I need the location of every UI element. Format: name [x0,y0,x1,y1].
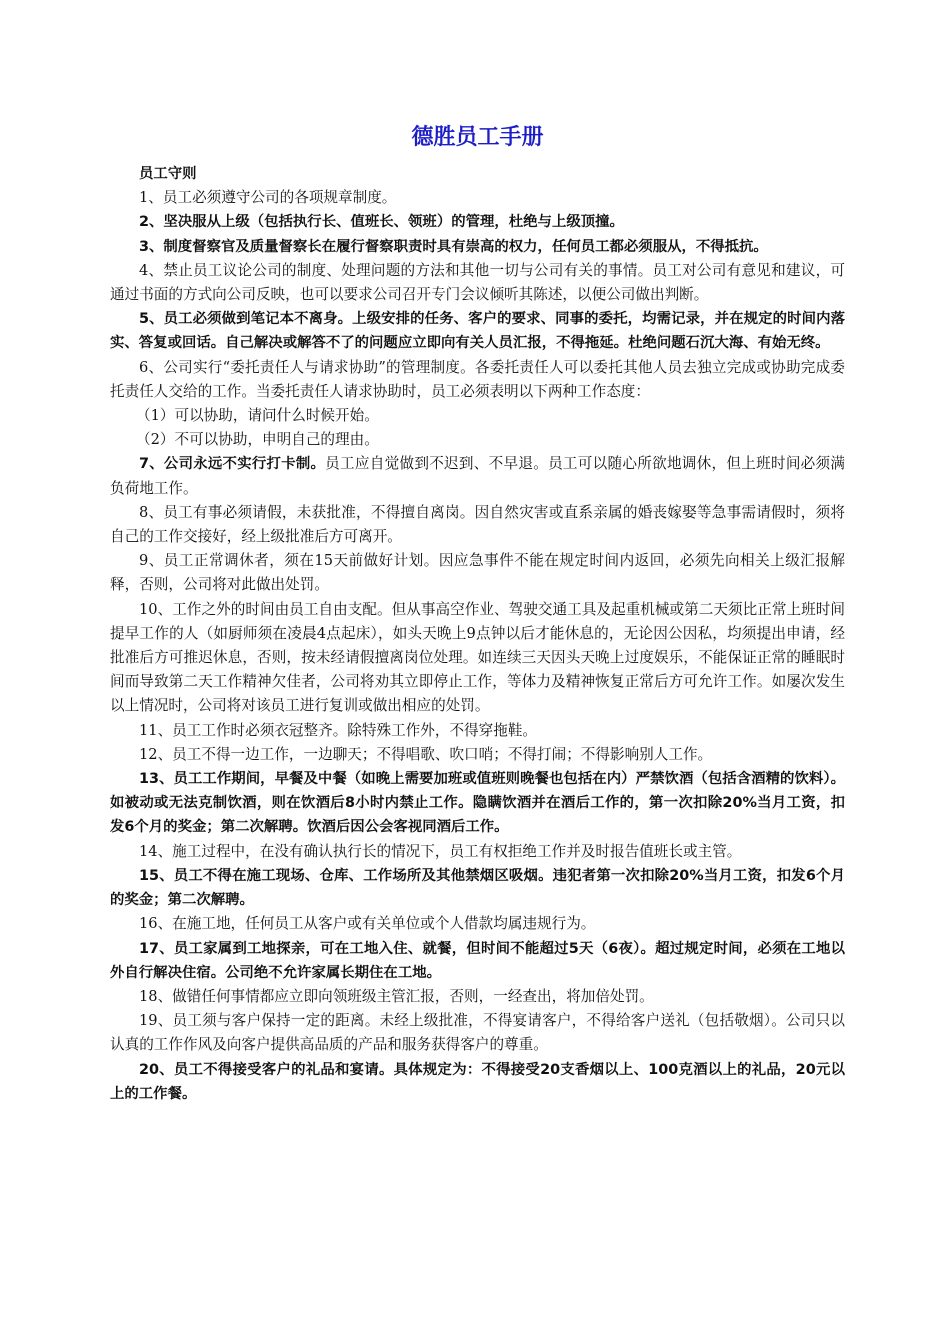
rule-12: 12、员工不得一边工作，一边聊天；不得唱歌、吹口哨；不得打闹；不得影响别人工作。 [139,745,713,763]
rule-16: 16、在施工地，任何员工从客户或有关单位或个人借款均属违规行为。 [139,915,596,933]
rule-19: 19、员工须与客户保持一定的距离。未经上级批准，不得宴请客户，不得给客户送礼（包括敬烟）。公司只以认真的工作作风及向客户提供高品质的产品和服务获得客户的尊重。 [110,1012,845,1054]
section-heading: 员工守则 [139,166,197,182]
rule-7-text: 员工应自觉做到不迟到、不早退。员工可以随心所欲地调休，但上班时间必须满负荷地工作。 [110,455,845,497]
document-body [110,162,845,1106]
rule-9: 9、员工正常调休者，须在15天前做好计划。因应急事件不能在规定时间内返回，必须先向相关上级汇报解释，否则，公司将对此做出处罚。 [110,552,845,594]
rule-6: 6、公司实行“委托责任人与请求协助”的管理制度。各委托责任人可以委托其他人员去独立完成或协助完成委托责任人交给的工作。当委托责任人请求协助时，员工必须表明以下两种工作态度： [110,358,845,400]
rule-5: 5、员工必须做到笔记本不离身。上级安排的任务、客户的要求、同事的委托，均需记录，并在规定的时间内落实、答复或回话。自己解决或解答不了的问题应立即向有关人员汇报，不得拖延。杜绝问题石沉大海、有始无终。 [110,311,845,352]
rule-6-option-2: （2）不可以协助，申明自己的理由。 [136,431,379,449]
rule-10: 10、工作之外的时间由员工自由支配。但从事高空作业、驾驶交通工具及起重机械或第二天须比正常上班时间提早工作的人（如厨师须在凌晨4点起床），如头天晚上9点钟以后才能休息的，无论因公因私，均须提出申请，经批准后方可推迟休息，否则，按未经请假擅离岗位处理。如连续三天因头天晚上过度娱乐，不能保证正常的睡眠时间而导致第二天工作精神欠佳者，公司将劝其立即停止工作，等体力及精神恢复正常后方可允许工作。如屡次发生以上情况时，公司将对该员工进行复训或做出相应的处罚。 [110,600,845,715]
rule-20: 20、员工不得接受客户的礼品和宴请。具体规定为：不得接受20支香烟以上、100克酒以上的礼品，20元以上的工作餐。 [110,1061,845,1102]
rule-17: 17、员工家属到工地探亲，可在工地入住、就餐，但时间不能超过5天（6夜）。超过规定时间，必须在工地以外自行解决住宿。公司绝不允许家属长期住在工地。 [110,940,845,981]
rule-11: 11、员工工作时必须衣冠整齐。除特殊工作外，不得穿拖鞋。 [139,721,538,739]
rule-3: 3、制度督察官及质量督察长在履行督察职责时具有崇高的权力，任何员工都必须服从，不得抵抗。 [139,238,768,255]
rule-15: 15、员工不得在施工现场、仓库、工作场所及其他禁烟区吸烟。违犯者第一次扣除20%当月工资，扣发6个月的奖金；第二次解聘。 [110,867,845,909]
rule-18: 18、做错任何事情都应立即向领班级主管汇报，否则，一经查出，将加倍处罚。 [139,987,654,1005]
rule-2: 2、坚决服从上级（包括执行长、值班长、领班）的管理，杜绝与上级顶撞。 [139,214,624,231]
document-title: 德胜员工手册 [411,125,544,150]
rule-1: 1、员工必须遵守公司的各项规章制度。 [139,189,397,207]
rule-7-bold: 7、公司永远不实行打卡制。 [139,456,326,473]
rule-13: 13、员工工作期间，早餐及中餐（如晚上需要加班或值班则晚餐也包括在内）严禁饮酒（包括含酒精的饮料）。如被动或无法克制饮酒，则在饮酒后8小时内禁止工作。隐瞒饮酒并在酒后工作的，第一次扣除20%当月工资，扣发6个月的奖金；第二次解聘。饮酒后因公会客视同酒后工作。 [110,771,845,836]
rule-8: 8、员工有事必须请假，未获批准，不得擅自离岗。因自然灾害或直系亲属的婚丧嫁娶等急事需请假时，须将自己的工作交接好，经上级批准后方可离开。 [110,503,845,546]
rule-4: 4、禁止员工议论公司的制度、处理问题的方法和其他一切与公司有关的事情。员工对公司有意见和建议，可通过书面的方式向公司反映，也可以要求公司召开专门会议倾听其陈述，以便公司做出判断。 [110,261,845,304]
rule-14: 14、施工过程中，在没有确认执行长的情况下，员工有权拒绝工作并及时报告值班长或主管。 [139,842,742,860]
rule-7 [110,452,845,500]
rule-6-option-1: （1）可以协助，请问什么时候开始。 [136,407,379,425]
